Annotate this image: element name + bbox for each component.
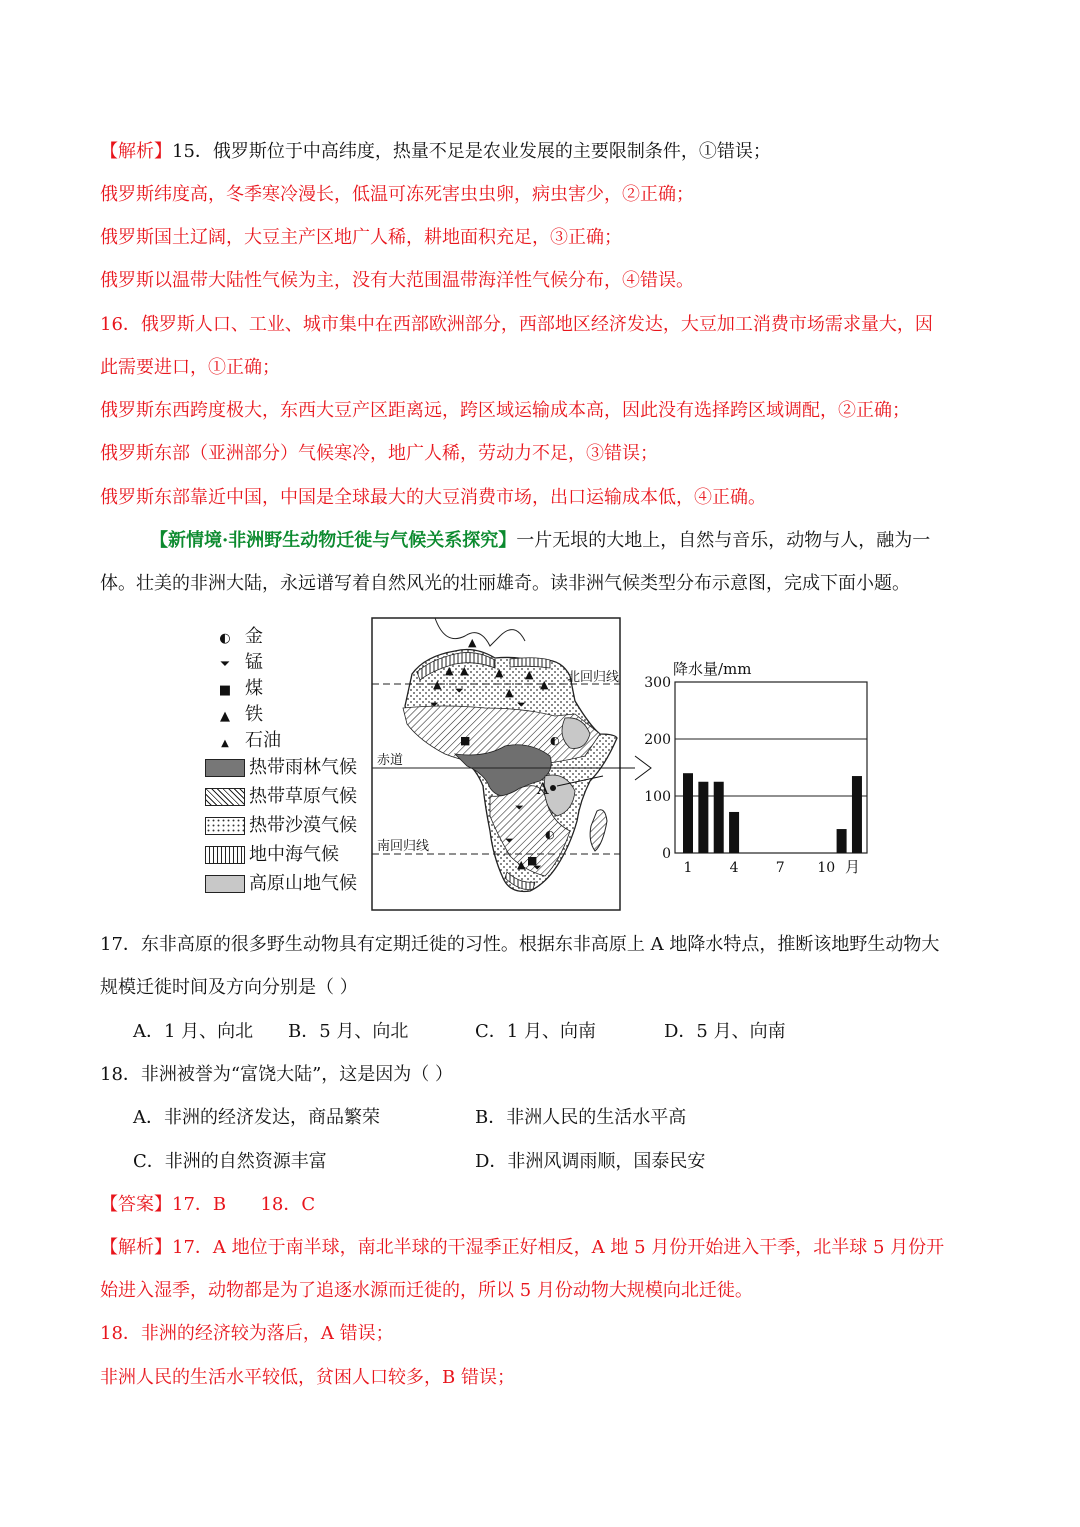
gold-icon: ◐ [219,631,231,646]
answer-line [100,1193,315,1217]
chart-ytick-label: 300 [644,675,671,691]
analysis-tag: 【解析】 [100,141,172,162]
q17-line-2: 规模迁徙时间及方向分别是（ ） [100,977,358,998]
manganese-icon: ⏷ [517,698,526,711]
chart-ytick-label: 0 [662,846,671,862]
chart-ytick-label: 200 [644,732,671,748]
legend-mediterranean-label: 地中海气候 [249,844,339,865]
coal-icon: ■ [527,854,538,867]
analysis-text-1: 17．A 地位于南半球，南北半球的干湿季正好相反，A 地 5 月份开始进入干季，北半球 5 月份开 [172,1237,945,1258]
context-title: 【新情境·非洲野生动物迁徙与气候关系探究】 [150,530,517,551]
oil-icon: ▲ [445,664,454,677]
chart-ytick-label: 100 [644,789,671,805]
analysis-prev-line-9: 俄罗斯东部靠近中国，中国是全球最大的大豆消费市场，出口运输成本低，④正确。 [100,487,766,508]
chart-xtick-label: 4 [729,860,739,876]
chart-bar [683,773,693,853]
answer-text: 17．B 18．C [172,1194,316,1215]
chart-ylabel: 降水量/mm [673,660,752,678]
med-northeast [510,658,550,668]
chart-xticks [684,860,836,876]
oil-icon: ▲ [468,636,477,649]
manganese-icon: ⏷ [455,684,464,697]
q18-option-b[interactable]: B．非洲人民的生活水平高 [475,1107,687,1128]
manganese-icon: ⏷ [515,801,524,814]
q18-option-c[interactable]: C．非洲的自然资源丰富 [133,1151,327,1172]
chart-bar [852,776,862,853]
q18-option-a[interactable]: A．非洲的经济发达，商品繁荣 [133,1107,380,1128]
iron-icon: ▲ [517,858,526,871]
africa-climate-figure [205,616,885,916]
context-line-1 [150,529,930,553]
analysis-prev-line-1 [100,140,771,164]
analysis-prev-line-3: 俄罗斯国土辽阔，大豆主产区地广人稀，耕地面积充足，③正确； [100,227,622,248]
analysis-text: 15．俄罗斯位于中高纬度，热量不足是农业发展的主要限制条件，①错误； [172,141,771,162]
gold-icon: ◐ [550,734,560,747]
analysis-line-1 [100,1236,944,1260]
manganese-icon: ⏷ [430,698,439,711]
q18-line-1: 18．非洲被誉为“富饶大陆”，这是因为（ ） [100,1064,454,1085]
legend-manganese-label: 锰 [245,652,263,673]
q17-option-a[interactable]: A．1 月、向北 [133,1021,254,1042]
q18-option-d[interactable]: D．非洲风调雨顺，国泰民安 [475,1151,706,1172]
analysis-prev-line-5: 16．俄罗斯人口、工业、城市集中在西部欧洲部分，西部地区经济发达，大豆加工消费市场需求量大，因 [100,314,933,335]
q17-line-1: 17．东非高原的很多野生动物具有定期迁徙的习性。根据东非高原上 A 地降水特点，推断该地野生动物大 [100,934,940,955]
point-a-marker [550,785,556,791]
legend-savanna-label: 热带草原气候 [249,786,357,807]
oil-icon: ▲ [495,666,504,679]
gold-icon: ◐ [545,828,555,841]
iron-icon: ▲ [220,709,230,724]
analysis-prev-line-7: 俄罗斯东西跨度极大，东西大豆产区距离远，跨区域运输成本高，因此没有选择跨区域调配，②正确； [100,400,910,421]
coal-icon: ■ [460,734,471,747]
analysis-prev-line-2: 俄罗斯纬度高，冬季寒冷漫长，低温可冻死害虫虫卵，病虫害少，②正确； [100,184,694,205]
chart-xtick-label: 1 [683,860,693,876]
analysis-prev-line-8: 俄罗斯东部（亚洲部分）气候寒冷，地广人稀，劳动力不足，③错误； [100,443,658,464]
manganese-icon: ⏷ [505,834,514,847]
legend-rainforest-label: 热带雨林气候 [249,757,357,778]
oil-icon: ▲ [221,738,229,749]
tropic-capricorn-label: 南回归线 [377,839,430,854]
chart-bar [729,812,739,853]
chart-bar [837,829,847,853]
chart-xtick-label: 10 [817,860,836,876]
analysis-prev-line-6: 此需要进口，①正确； [100,357,280,378]
chart-bar [714,782,724,853]
tropic-cancer-label: 北回归线 [567,670,620,685]
pointer-arrowhead [635,756,651,780]
manganese-icon: ⏷ [219,657,231,672]
equator-label: 赤道 [377,753,404,768]
context-line-2: 体。壮美的非洲大陆，永远谱写着自然风光的壮丽雄奇。读非洲气候类型分布示意图，完成下面小题。 [100,573,910,594]
chart-x-unit: 月 [845,858,861,876]
q17-option-d[interactable]: D．5 月、向南 [664,1021,786,1042]
iron-icon: ▲ [433,678,442,691]
legend-desert-label: 热带沙漠气候 [249,815,357,836]
analysis-line-3: 18．非洲的经济较为落后，A 错误； [100,1323,394,1344]
oil-icon: ▲ [540,678,549,691]
q17-option-c[interactable]: C．1 月、向南 [475,1021,596,1042]
context-text-1: 一片无垠的大地上，自然与音乐，动物与人，融为一 [516,530,931,551]
legend-oil-label: 石油 [245,730,281,751]
q17-option-b[interactable]: B．5 月、向北 [288,1021,409,1042]
manganese-icon: ⏷ [533,861,542,874]
legend-highland-label: 高原山地气候 [249,873,357,894]
oil-icon: ▲ [460,664,469,677]
iron-icon: ▲ [505,686,514,699]
legend-iron-label: 铁 [245,704,263,725]
legend-coal-label: 煤 [245,678,263,699]
precipitation-chart [644,660,867,876]
point-a-label: A [537,779,549,798]
analysis-line-4: 非洲人民的生活水平较低，贫困人口较多，B 错误； [100,1367,515,1388]
chart-yticks [644,675,671,862]
answer-tag: 【答案】 [100,1194,172,1215]
oil-icon: ▲ [525,668,534,681]
chart-xtick-label: 7 [775,860,785,876]
analysis-tag: 【解析】 [100,1237,172,1258]
map-svg [205,616,885,916]
chart-bar [698,782,708,853]
legend-gold-label: 金 [245,626,263,647]
analysis-prev-line-4: 俄罗斯以温带大陆性气候为主，没有大范围温带海洋性气候分布，④错误。 [100,270,694,291]
analysis-line-2: 始进入湿季，动物都是为了追逐水源而迁徙的，所以 5 月份动物大规模向北迁徙。 [100,1280,753,1301]
coal-icon: ■ [218,683,232,698]
